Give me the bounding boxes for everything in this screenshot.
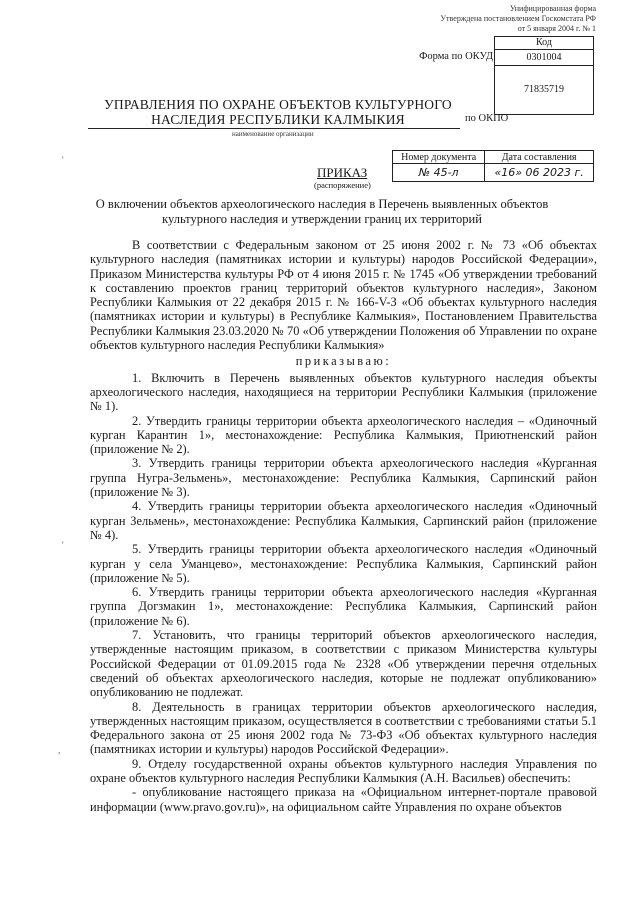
date-header: Дата составления (485, 151, 594, 164)
order-item: - опубликование настоящего приказа на «Официальном интернет-портале правовой информации (www.pravo.gov.ru)», на официальном сайте Управления по охране объектов (90, 785, 597, 814)
margin-mark: ' (62, 155, 64, 165)
document-body (90, 238, 597, 814)
organization-name: УПРАВЛЕНИЯ ПО ОХРАНЕ ОБЪЕКТОВ КУЛЬТУРНОГО НАСЛЕДИЯ РЕСПУБЛИКИ КАЛМЫКИЯ (104, 97, 452, 127)
order-item: 7. Установить, что границы территорий объектов археологического наследия, утвержденные настоящим приказом, в соответствии с приказом Министерства культуры Российской Федерации от 01.09.2015 года № 2328 «Об утверждении перечня отдельных сведений об объектах археологического наследия, которые не подлежат опубликованию» опубликованию не подлежат. (90, 628, 597, 700)
order-item: 2. Утвердить границы территории объекта археологического наследия – «Одиночный курган Карантин 1», местонахождение: Республика Калмыкия, Приютненский район (приложение № 2). (90, 413, 597, 457)
order-word: приказываю: (295, 354, 392, 369)
order-item: 5. Утвердить границы территории объекта археологического наследия «Одиночный курган у села Уманцево», местонахождение: Республика Калмыкия, Сарпинский район (приложение № 5). (90, 542, 597, 585)
document-title: О включении объектов археологического наследия в Перечень выявленных объектов культурного наследия и утверждении границ их территорий (95, 197, 549, 226)
order-item: 9. Отделу государственной охраны объектов культурного наследия Управления по охране объектов культурного наследия Республики Калмыкия (А.Н. Васильев) обеспечить: (90, 756, 597, 785)
order-item: 8. Деятельность в границах территории объектов археологического наследия, утвержденных настоящим приказом, осуществляется в соответствии с требованиями статьи 5.1 Федерального закона от 25 июня 2002 года № 73-ФЗ «Об объектах культурного наследия (памятниках истории и культуры) народов Российской Федерации». (90, 699, 597, 757)
organization-underline (88, 128, 460, 129)
document-date: «16» 06 2023 г. (485, 164, 594, 182)
okpo-value: 71835719 (495, 65, 593, 114)
document-subtype: (распоряжение) (314, 180, 371, 190)
margin-mark: ' (62, 540, 64, 550)
form-type-note: Унифицированная форма (509, 4, 596, 13)
code-header: Код (536, 37, 552, 48)
order-item: 3. Утвердить границы территории объекта археологического наследия «Курганная группа Нугра-Зельмень», местонахождение: Республика Калмыкия, Сарпинский район (приложение № 3). (90, 456, 597, 500)
document-type: ПРИКАЗ (317, 165, 368, 180)
order-item: 6. Утвердить границы территории объекта археологического наследия «Курганная группа Догзмакин 1», местонахождение: Республика Калмыкия, Сарпинский район (приложение № 6). (90, 585, 597, 628)
preamble-paragraph: В соответствии с Федеральным законом от 25 июня 2002 г. № 73 «Об объектах культурного наследия (памятниках истории и культуры) народов Российской Федерации», Приказом Министерства культуры РФ от 4 июня 2015 г. № 1745 «Об утверждении требований к составлению проектов границ территорий объектов культурного наследия», Законом Республики Калмыкия от 22 декабря 2015 г. № 166-V-З «Об объектах культурного наследия (памятниках истории и культуры) в Республике Калмыкия», Постановлением Правительства Республики Калмыкия 23.03.2020 № 70 «Об утверждении Положения об Управлении по охране объектов культурного наследия Республики Калмыкия» (90, 238, 597, 353)
document-number: № 45-л (393, 164, 485, 182)
margin-mark: , (58, 745, 61, 755)
okpo-label: по ОКПО (465, 113, 509, 124)
approval-note: Утверждена постановлением Госкомстата РФ (440, 14, 596, 23)
order-item: 4. Утвердить границы территории объекта археологического наследия «Одиночный курган Зельмень», местонахождение: Республика Калмыкия, Сарпинский район (приложение № 4). (90, 499, 597, 542)
document-number-table (392, 150, 594, 182)
approval-date-note: от 5 января 2004 г. № 1 (517, 24, 596, 33)
number-header: Номер документа (393, 151, 485, 164)
okud-label: Форма по ОКУД (419, 51, 493, 62)
okud-value: 0301004 (495, 49, 593, 65)
organization-caption: наименование организации (232, 130, 314, 138)
order-item: 1. Включить в Перечень выявленных объектов культурного наследия объекты археологического наследия, находящиеся на территории Республики Калмыкия (приложение № 1). (90, 370, 597, 414)
code-box (494, 36, 594, 115)
